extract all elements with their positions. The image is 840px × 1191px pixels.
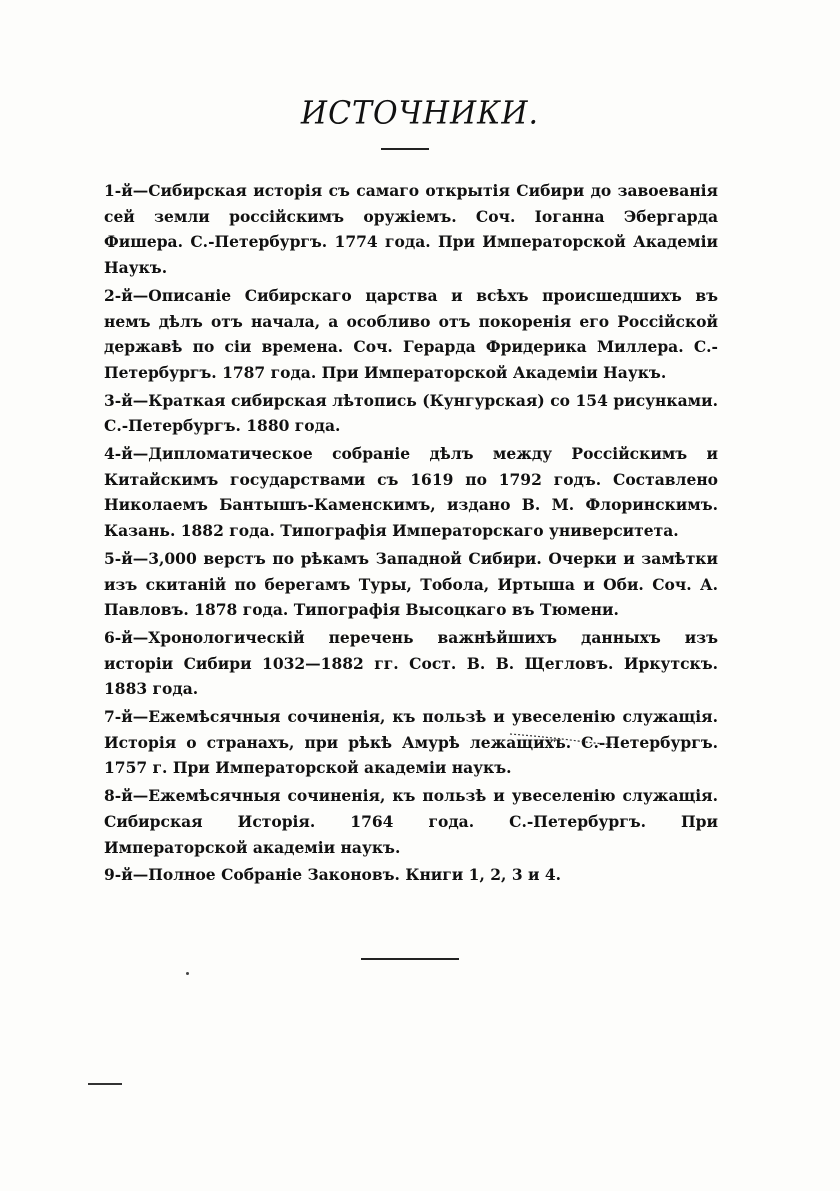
list-item: [104, 704, 718, 781]
list-item: [104, 178, 718, 281]
entry-number: 8-й—: [104, 786, 149, 806]
list-item: [104, 546, 718, 623]
entry-number: 1-й—: [104, 181, 149, 200]
entry-text: Дипломатическое собраніе дѣлъ между Россійскимъ и Китайскимъ государствами съ 1619 по 1792 годъ. Составлено Николаемъ Бантышъ-Каменскимъ, издано В. М. Флоринскимъ. Казань. 1882 года. Типографія Императорскаго университета.: [104, 444, 718, 541]
list-item: [104, 441, 718, 544]
entry-number: 9-й—: [104, 865, 149, 885]
list-item: [104, 388, 718, 439]
title-underline: [381, 148, 429, 150]
entry-text: Полное Собраніе Законовъ. Книги 1, 2, 3 и 4.: [148, 865, 562, 885]
entry-text: Ежемѣсячныя сочиненія, къ пользѣ и увеселенію служащія. Сибирская Исторія. 1764 года. С.-Петербургъ. При Императорской академіи наукъ.: [104, 786, 718, 857]
entry-text: 3,000 верстъ по рѣкамъ Западной Сибири. Очерки и замѣтки изъ скитаній по берегамъ Туры, Тобола, Иртыша и Оби. Соч. А. Павловъ. 1878 года. Типографія Высоцкаго въ Тюмени.: [104, 548, 718, 620]
entry-text: Ежемѣсячныя сочиненія, къ пользѣ и увеселенію служащія. Исторія о странахъ, при рѣкѣ Амурѣ лежащихъ. С.-Петербургъ. 1757 г. При Императорской академіи наукъ.: [104, 707, 718, 778]
list-item: [104, 283, 718, 386]
entry-number: 2-й—: [104, 285, 149, 305]
entry-text: Описаніе Сибирскаго царства и всѣхъ происшедшихъ въ немъ дѣлъ отъ начала, а особливо отъ покоренія его Россійской державѣ по сіи времена. Соч. Герарда Фридерика Миллера. С.-Петербургъ. 1787 года. При Императорской Академіи Наукъ.: [104, 285, 718, 382]
margin-mark: [88, 1083, 122, 1085]
entry-text: Краткая сибирская лѣтопись (Кунгурская) со 154 рисунками. С.-Петербургъ. 1880 года.: [104, 390, 718, 436]
entry-number: 6-й—: [104, 627, 149, 647]
entry-number: 5-й—: [104, 548, 149, 568]
entry-text: Хронологическій перечень важнѣйшихъ данныхъ изъ исторіи Сибири 1032—1882 гг. Сост. В. В. Щегловъ. Иркутскъ. 1883 года.: [104, 627, 718, 699]
pencil-mark: [508, 731, 618, 747]
speck-mark: [186, 972, 189, 975]
list-item: [104, 783, 718, 860]
entry-text: Сибирская исторія съ самаго открытія Сибири до завоеванія сей земли россійскимъ оружіемъ. Соч. Іоганна Эбергарда Фишера. С.-Петербургъ. 1774 года. При Императорской Академіи Наукъ.: [104, 181, 718, 278]
list-item: [104, 625, 718, 702]
entry-number: 7-й—: [104, 707, 149, 727]
list-item: [104, 862, 718, 888]
entry-number: 3-й—: [104, 390, 149, 410]
sources-list: [104, 178, 718, 890]
entry-number: 4-й—: [104, 444, 149, 464]
end-rule: [361, 958, 459, 960]
page-title: ИСТОЧНИКИ.: [300, 95, 540, 132]
